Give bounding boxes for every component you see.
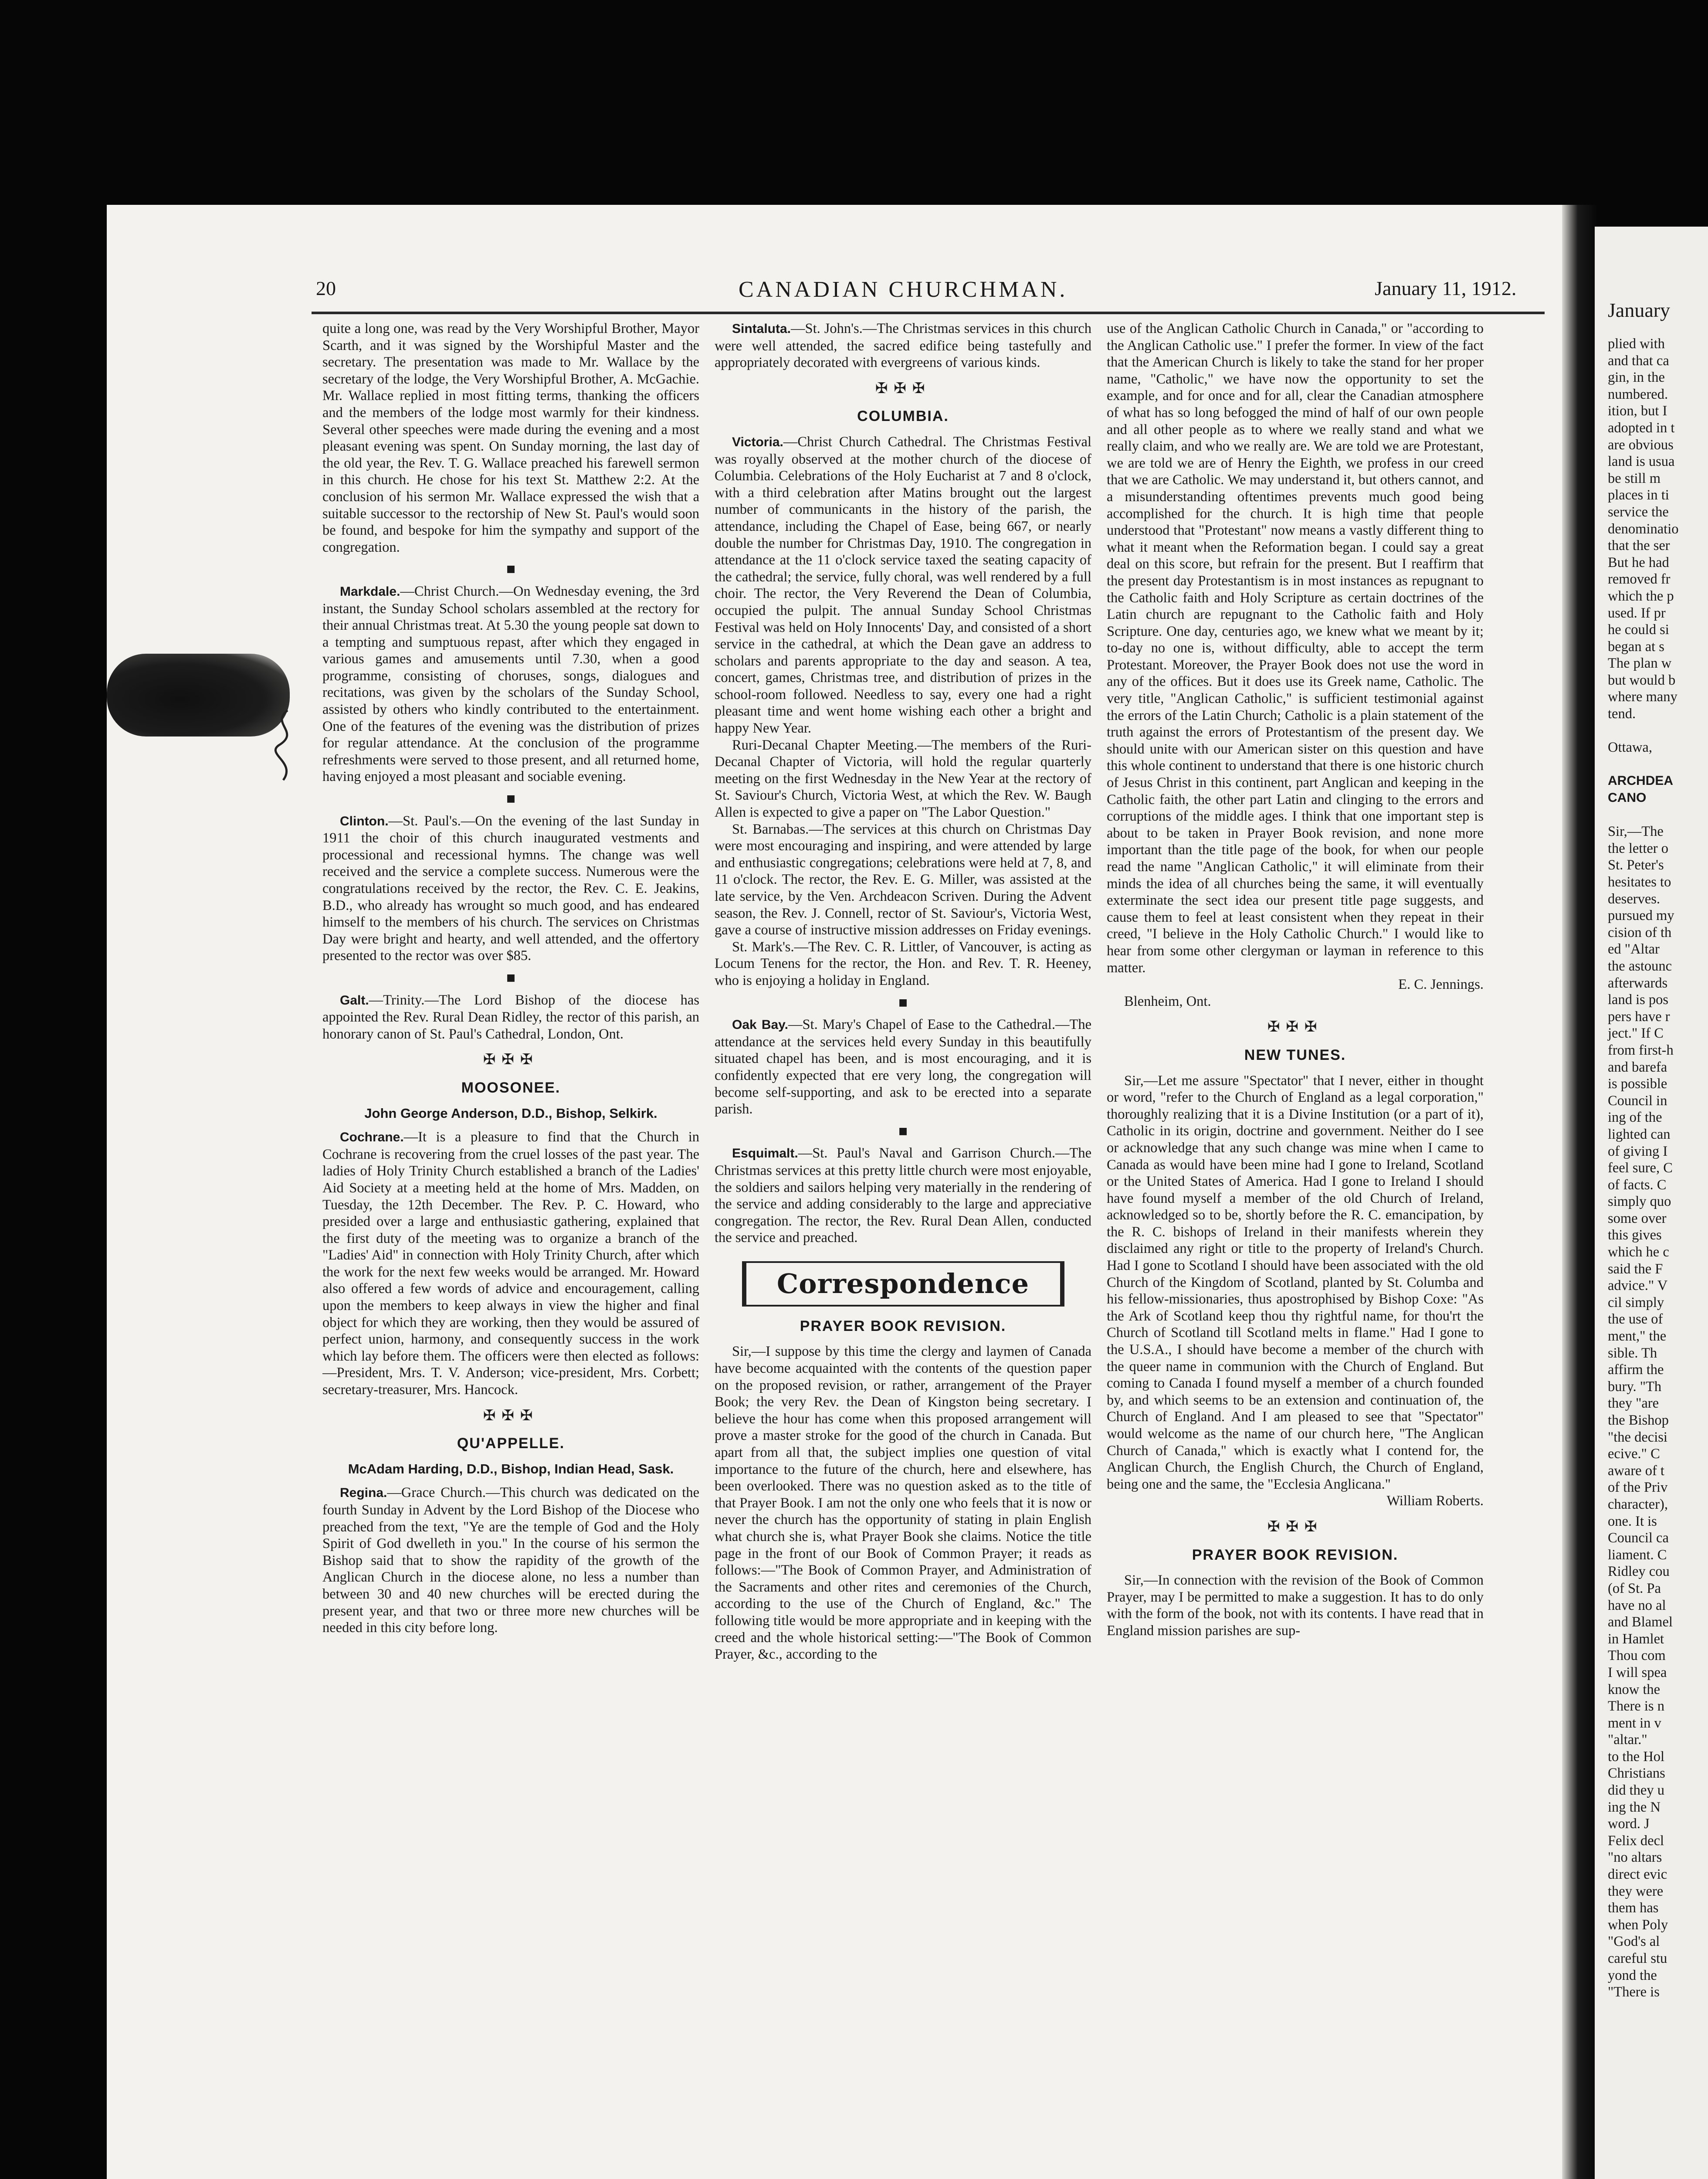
next-page-line: (of St. Pa [1608, 1580, 1661, 1596]
next-page-line: said the F [1608, 1261, 1663, 1277]
article-text: —Trinity.—The Lord Bishop of the diocese has appointed the Rev. Rural Dean Ridley, the rector of this parish, an honorary canon of St. Paul's Cathedral, London, Ont. [322, 992, 699, 1042]
place-name: Markdale. [340, 584, 400, 599]
correspondence-banner: Correspondence [742, 1261, 1064, 1307]
ornament-divider: ✠✠✠ [483, 1051, 539, 1069]
next-page-line: they were [1608, 1883, 1664, 1899]
next-page-line: Sir,—The [1608, 824, 1664, 840]
article-paragraph [715, 320, 1091, 371]
next-page-line: simply quo [1608, 1194, 1671, 1210]
next-page-line: this gives [1608, 1227, 1662, 1243]
article-paragraph [715, 434, 1091, 737]
next-page-line: have no al [1608, 1597, 1666, 1613]
next-page-line: direct evic [1608, 1867, 1667, 1883]
next-page-line: "no altars [1608, 1850, 1662, 1866]
newspaper-page [107, 205, 1576, 2179]
next-page-line: the Bishop [1608, 1412, 1669, 1428]
next-page-line: where many [1608, 689, 1678, 705]
place-name: Victoria. [732, 434, 783, 449]
next-page-line: "altar." [1608, 1732, 1647, 1748]
article-paragraph [715, 1016, 1091, 1118]
next-page-line: Felix decl [1608, 1833, 1664, 1849]
next-page-line: "God's al [1608, 1934, 1660, 1950]
letter-heading: NEW TUNES. [1244, 1046, 1346, 1063]
next-page-line: affirm the [1608, 1362, 1664, 1378]
next-page-line: removed fr [1608, 571, 1671, 587]
next-page-line: word. J [1608, 1816, 1650, 1832]
section-divider: ■ [506, 972, 515, 983]
next-page-line: and Blamel [1608, 1614, 1673, 1630]
next-page-line: bury. "Th [1608, 1378, 1662, 1395]
next-page-line: but would b [1608, 672, 1676, 688]
next-page-text [1608, 336, 1708, 2001]
ornament-divider: ✠✠✠ [1267, 1517, 1323, 1535]
page-number: 20 [316, 277, 336, 299]
next-page-line: the astounc [1608, 958, 1672, 974]
next-page-line: in Hamlet [1608, 1631, 1664, 1647]
letter-paragraph: use of the Anglican Catholic Church in Canada," or "according to the Anglican Catholic use." I prefer the former. In view of the fact that the American Church is likely to take the stand for her proper name, "Catholic," we have now the opportunity to set the example, and for once and for all, clear the Canadian atmosphere of what has so long befogged the mind of half of our own people and all other people as to where we really stand and what we really claim, and who we really are. We are told we are Protestant, we are told we are of Henry the Eighth, we profess in our creed that we are Catholic. We may understand it, but others cannot, and a misunderstanding oftentimes prevents much good being accomplished for the church. It is high time that people understood that "Protestant" now means a vastly different thing to what it meant when the Reformation began. I could say a great deal on this score, but refrain for the present. But I reaffirm that the present day Protestantism is in most instances as repugnant to the Catholic faith and Holy Scripture as certain doctrines of the Latin church are repugnant to the Catholic faith and Holy Scripture. One day, centuries ago, we knew what we meant by it; to-day no one is, without difficulty, able to accept the term Protestant. Moreover, the Prayer Book does not use the word in any of the offices. But it does use its Greek name, Catholic. The very title, "Anglican Catholic," is sufficient testimonial against the errors of the Latin Church; Catholic is a plain statement of the truth against the errors of Protestantism of the present day. We should unite with our American sister on this question and have this whole continent to understand that there is one historic church of Jesus Christ in this continent, part Anglican and keeping in the Catholic faith, the other part Latin and clinging to the errors and corruptions of the middle ages. I think that one important step is about to be taken in Prayer Book revision, and none more important than the title page of the book, for when our people read the name "Anglican Catholic," it will eliminate from their minds the idea of all churches being the same, it will eventually exterminate the sect idea our present title page suggests, and cause them to feel at least consistent when they repeat in their creed, "I believe in the Holy Catholic Church." I would like to hear from some other clergyman or layman in reference to this matter. [1107, 321, 1484, 976]
next-page-line: of facts. C [1608, 1177, 1667, 1193]
next-page-edge [1595, 227, 1708, 2179]
next-page-line: yond the [1608, 1967, 1657, 1983]
ornament-divider: ✠✠✠ [483, 1406, 539, 1424]
diocese-heading: QU'APPELLE. [457, 1435, 565, 1452]
next-page-line [1608, 807, 1708, 824]
section-divider: ■ [506, 563, 515, 575]
article-paragraph [322, 1129, 699, 1398]
next-page-line: "There is [1608, 1984, 1660, 2000]
article-text: —It is a pleasure to find that the Church in Cochrane is recovering from the cruel losses of the past year. The ladies of Holy Trinity Church established a branch of the Ladies' Aid Society at a meeting held at the home of Mrs. Madden, on Tuesday, the 12th December. The Rev. P. C. Howard, who presided over a large and enthusiastic gathering, explained that the first duty of the meeting was to organize a branch of the "Ladies' Aid" in connection with Holy Trinity Church, after which the work for the next few weeks would be arranged. Mr. Howard also offered a few words of advice and encouragement, calling upon the members to keep always in view the higher and final object for which they are working, then they would be assured of perfect union, harmony, and consequently success in the work which lay before them. The officers were then elected as follows:—President, Mrs. T. V. Anderson; vice-president, Mrs. Corbett; secretary-treasurer, Mrs. Hancock. [322, 1129, 699, 1398]
next-page-line: numbered. [1608, 386, 1668, 402]
place-name: Sintaluta. [732, 322, 791, 336]
next-page-line: be still m [1608, 470, 1661, 486]
article-paragraph: quite a long one, was read by the Very Worshipful Brother, Mayor Scarth, and it was signed by the Worshipful Master and the secretary. The presentation was made to Mr. Wallace by the secretary of the lodge, the Very Worshipful Brother, A. McGachie. Mr. Wallace replied in most fitting terms, thanking the officers and the members of the lodge most warmly for their kindness. Several other speeches were made during the evening and a most pleasant evening was spent. On Sunday morning, the last day of the old year, the Rev. T. G. Wallace preached his farewell sermon in this church. He chose for his text St. Matthew 2:2. At the conclusion of his sermon Mr. Wallace expressed the wish that a suitable successor to the rectorship of New St. Paul's would soon be found, and bespoke for him the sympathy and support of the congregation. [322, 321, 699, 555]
next-page-line [1608, 723, 1708, 740]
next-page-line: ment in v [1608, 1715, 1661, 1731]
next-page-line: Ridley cou [1608, 1564, 1670, 1580]
next-page-line: know the [1608, 1681, 1661, 1697]
ornament-divider: ✠✠✠ [875, 379, 931, 397]
article-paragraph: St. Barnabas.—The services at this church on Christmas Day were most encouraging and inspiring, and were attended by large and enthusiastic congregations; celebrations were held at 7, 8, and 11 o'clock. The rector, the Rev. E. G. Miller, was assisted at the late service, by the Ven. Archdeacon Scriven. During the Advent season, the Rev. J. Connell, rector of St. Saviour's, Victoria West, gave a course of instructive mission addresses on Friday evenings. [715, 821, 1091, 938]
next-page-date: January [1608, 299, 1671, 321]
diocese-heading: COLUMBIA. [857, 408, 949, 425]
next-page-line: one. It is [1608, 1513, 1657, 1529]
place-name: Regina. [340, 1486, 387, 1500]
diocese-heading: MOOSONEE. [461, 1079, 561, 1096]
column-3 [1107, 320, 1484, 2179]
place-name: Cochrane. [340, 1130, 404, 1145]
next-page-line: deserves. [1608, 891, 1661, 907]
pencil-mark-icon [261, 706, 309, 789]
next-page-line: did they u [1608, 1782, 1664, 1799]
column-1 [322, 320, 699, 2179]
next-page-line: Thou com [1608, 1648, 1666, 1664]
next-page-line: sible. Th [1608, 1345, 1657, 1361]
next-page-line: Ottawa, [1608, 740, 1652, 756]
letter-paragraph: Sir,—In connection with the revision of the Book of Common Prayer, may I be permitted to make a suggestion. It has to do only with the form of the book, not with its contents. I have read that in England mission parishes are sup- [1107, 1572, 1484, 1639]
next-page-line: ition, but I [1608, 403, 1667, 419]
next-page-line: feel sure, C [1608, 1160, 1673, 1176]
letter-heading: PRAYER BOOK REVISION. [800, 1317, 1006, 1334]
next-page-line: aware of t [1608, 1463, 1664, 1479]
next-page-line: Council ca [1608, 1530, 1669, 1546]
page-gutter-shadow [1562, 205, 1597, 2179]
next-page-line: of giving I [1608, 1143, 1668, 1159]
next-page-line: ing the N [1608, 1799, 1661, 1815]
next-page-line: I will spea [1608, 1664, 1667, 1680]
next-page-line: are obvious [1608, 437, 1674, 453]
masthead-title: CANADIAN CHURCHMAN. [739, 277, 1068, 302]
next-page-line: There is n [1608, 1698, 1664, 1714]
article-paragraph [322, 992, 699, 1043]
next-page-line: denominatio [1608, 521, 1679, 537]
next-page-line: began at s [1608, 638, 1664, 655]
next-page-line: the use of [1608, 1311, 1663, 1327]
article-paragraph [322, 1484, 699, 1636]
next-page-line [1608, 756, 1708, 773]
next-page-line: land is pos [1608, 992, 1669, 1008]
next-page-line: "the decisi [1608, 1429, 1667, 1445]
column-2 [715, 320, 1091, 2179]
next-page-line: character), [1608, 1496, 1668, 1512]
header-rule [312, 312, 1545, 314]
next-page-line: advice." V [1608, 1278, 1668, 1294]
next-page-line: Council in [1608, 1093, 1667, 1109]
next-page-line: St. Peter's [1608, 857, 1664, 873]
next-page-line: Christians [1608, 1765, 1665, 1782]
next-page-line: ing of the [1608, 1110, 1662, 1126]
next-page-line: plied with [1608, 336, 1665, 352]
letter-paragraph: Sir,—I suppose by this time the clergy and laymen of Canada have become acquainted with the contents of the question paper on the proposed revision, or rather, arrangement of the Prayer Book; the very Rev. the Dean of Kingston being secretary. I believe the hour has come when this proposed arrangement will prove a master stroke for the good of the church in Canada. But apart from all that, the subject implies one question of vital importance to the future of the church, here and elsewhere, has been overlooked. There was no question asked as to the title of that Prayer Book. I am not the only one who feels that it is now or never the church has the opportunity of stating in plain English what church she is, what Prayer Book she claims. Notice the title page in the front of our Book of Common Prayer; it reads as follows:—"The Book of Common Prayer, and Administration of the Sacraments and other rites and ceremonies of the Church, according to the use of the Church of England, &c." The following title would be more appropriate and in keeping with the creed and the whole historical setting:—"The Book of Common Prayer, &c., according to the [715, 1344, 1091, 1663]
next-page-line: pursued my [1608, 908, 1674, 924]
next-page-line: gin, in the [1608, 370, 1665, 386]
next-page-line: of the Priv [1608, 1480, 1668, 1496]
next-page-line: when Poly [1608, 1917, 1668, 1933]
next-page-line: the letter o [1608, 840, 1668, 856]
article-text: —Grace Church.—This church was dedicated on the fourth Sunday in Advent by the Lord Bishop of the Diocese who preached from the text, "Ye are the temple of God and the Holy Spirit of God dwelleth in you." In the course of his sermon the Bishop said that to show the rapidity of the growth of the Anglican Church in the diocese alone, no less a number than between 30 and 40 new churches will be erected during the present year, and that two or three more new churches will be needed in this city before long. [322, 1485, 699, 1636]
article-paragraph: Ruri-Decanal Chapter Meeting.—The members of the Ruri-Decanal Chapter of Victoria, will hold the regular quarterly meeting on the first Wednesday in the New Year at the rectory of St. Saviour's Church, Victoria West, at which the Rev. W. Baugh Allen is expected to give a paper on "The Labor Question." [715, 737, 1091, 821]
next-page-line: land is usua [1608, 454, 1675, 470]
next-page-line: lighted can [1608, 1126, 1671, 1142]
next-page-line: used. If pr [1608, 605, 1666, 621]
next-page-line: some over [1608, 1210, 1667, 1226]
next-page-line: to the Hol [1608, 1748, 1664, 1765]
next-page-line: places in ti [1608, 487, 1669, 503]
next-page-line: cil simply [1608, 1294, 1664, 1310]
article-paragraph [715, 1145, 1091, 1246]
letter-place: Blenheim, Ont. [1124, 993, 1211, 1009]
bishop-line: John George Anderson, D.D., Bishop, Selkirk. [364, 1105, 657, 1121]
place-name: Oak Bay. [732, 1018, 788, 1032]
article-text: —Christ Church.—On Wednesday evening, the 3rd instant, the Sunday School scholars assembled at the rectory for their annual Christmas treat. At 5.30 the young people sat down to a tempting and sumptuous repast, after which they engaged in various games and amusements until 7.30, when a good programme, consisting of choruses, songs, dialogues and recitations, was given by the scholars of the Sunday School, assisted by others who kindly contributed to the entertainment. One of the features of the evening was the distribution of prizes for regular attendance. At the conclusion of the programme refreshments were served to those present, and all returned home, having enjoyed a most pleasant and sociable evening. [322, 583, 699, 785]
next-page-line: which the p [1608, 588, 1674, 604]
next-page-line: hesitates to [1608, 874, 1671, 890]
next-page-line: they "are [1608, 1395, 1659, 1412]
letter-signature: William Roberts. [1386, 1493, 1484, 1509]
article-text: —St. Paul's.—On the evening of the last Sunday in 1911 the choir of this church inaugurated vestments and processional and recessional hymns. The change was well received and the service a complete success. Numerous were the congratulations received by the rector, the Rev. C. E. Jeakins, B.D., who already has wrought so much good, and has endeared himself to the members of his church. The services on Christmas Day were bright and hearty, and well attended, and the offertory presented to the rector was over $85. [322, 813, 699, 964]
next-page-line: he could si [1608, 622, 1669, 638]
next-page-line: CANO [1608, 791, 1647, 805]
next-page-line: liament. C [1608, 1547, 1667, 1563]
letter-paragraph: Sir,—Let me assure "Spectator" that I never, either in thought or word, "refer to the Church of England as a legal corporation," thoroughly realizing that it is a Divine Institution (or a part of it), Catholic in its origin, doctrine and government. Neither do I see or acknowledge that any such change was mine when I came to Canada as would have been mine had I gone to Ireland, Scotland or the United States of America. Had I gone to Ireland I should have found myself a member of the old Church of Ireland, acknowledged so to be, shortly before the R. C. emancipation, by the R. C. bishops of Ireland in their manifests wherein they disclaimed any right or title to the property of Ireland's Church. Had I gone to Scotland I should have been associated with the old Church of the Kingdom of Scotland, planted by St. Columba and his fellow-missionaries, thus apostrophised by Bishop Coxe: "As the Ark of Scotland keep thou thy rightful name, for thou'rt the Church of Scotland till Scotland melts in flame." Had I gone to the U.S.A., I should have become a member of the church with the queer name in communion with the Church of England. But coming to Canada I found myself a member of a church founded by, and which seems to be an extension and continuation of, the Church of England. And I am pleased to see that "Spectator" would welcome as the name of our church here, "The Anglican Church of Canada," which is exactly what I contend for, the Anglican Church, the English Church, the Church of England, being one and the same, the "Ecclesia Anglicana." [1107, 1073, 1484, 1492]
article-paragraph [322, 583, 699, 785]
article-text: —Christ Church Cathedral. The Christmas Festival was royally observed at the mother church of the diocese of Columbia. Celebrations of the Holy Eucharist at 7 and 8 o'clock, with a third celebration after Matins brought out the largest number of communicants in the history of the parish, the attendance, including the Chapel of Ease, being 667, or nearly double the number for Christmas Day, 1910. The congregation in attendance at the 11 o'clock service taxed the seating capacity of the cathedral; the service, fully choral, was well rendered by a full choir. The rector, the Very Reverend the Dean of Columbia, occupied the pulpit. The annual Sunday School Christmas Festival was held on Holy Innocents' Day, and consisted of a short service in the cathedral, at which the Dean gave an address to scholars and parents appropriate to the day and season. A tea, concert, games, Christmas tree, and distribution of prizes in the school-room followed. Needless to say, every one had a right pleasant time and went home wishing each other a bright and happy New Year. [715, 434, 1091, 737]
next-page-line: ment," the [1608, 1328, 1667, 1344]
next-page-line: But he had [1608, 554, 1669, 570]
next-page-line: The plan w [1608, 655, 1672, 672]
article-text: —St. John's.—The Christmas services in this church were well attended, the sacred edifice being tastefully and appropriately decorated with evergreens of various kinds. [715, 321, 1091, 371]
next-page-line: tend. [1608, 706, 1636, 722]
next-page-line: adopted in t [1608, 420, 1675, 436]
next-page-line: and barefa [1608, 1059, 1667, 1075]
article-paragraph: St. Mark's.—The Rev. C. R. Littler, of Vancouver, is acting as Locum Tenens for the rector, the Hon. and Rev. T. R. Heeney, who is enjoying a holiday in England. [715, 939, 1091, 988]
next-page-line: them has [1608, 1900, 1659, 1916]
next-page-line: that the ser [1608, 538, 1670, 554]
next-page-line: which he c [1608, 1244, 1669, 1260]
next-page-line: careful stu [1608, 1951, 1667, 1966]
next-page-line: and that ca [1608, 353, 1669, 369]
next-page-line: ed "Altar [1608, 941, 1660, 957]
section-divider: ■ [506, 793, 515, 804]
next-page-line: ject." If C [1608, 1025, 1664, 1042]
article-text: —St. Mary's Chapel of Ease to the Cathedral.—The attendance at the services held every Sunday in this beautifully situated chapel has been, and is most encouraging, and it is confidently expected that ere very long, the congregation will become self-supporting, and ask to be erected into a separate parish. [715, 1017, 1091, 1117]
section-divider: ■ [898, 997, 908, 1008]
article-paragraph [322, 813, 699, 964]
next-page-line: pers have r [1608, 1008, 1670, 1025]
next-page-line: from first-h [1608, 1042, 1674, 1058]
place-name: Galt. [340, 993, 369, 1008]
letter-heading: PRAYER BOOK REVISION. [1192, 1546, 1399, 1563]
place-name: Clinton. [340, 814, 389, 828]
next-page-line: ARCHDEA [1608, 774, 1673, 788]
next-page-line: is possible [1608, 1076, 1667, 1092]
section-divider: ■ [898, 1125, 908, 1137]
issue-date: January 11, 1912. [1375, 277, 1517, 299]
page-header [107, 277, 1576, 312]
next-page-line: ecive." C [1608, 1446, 1660, 1462]
article-text: —St. Paul's Naval and Garrison Church.—The Christmas services at this pretty little church were most enjoyable, the soldiers and sailors helping very materially in the rendering of the service and adding considerably to the large and appreciative congregation. The rector, the Rev. Rural Dean Allen, conducted the service and preached. [715, 1145, 1091, 1246]
next-page-line: cision of th [1608, 924, 1672, 940]
next-page-line: afterwards [1608, 975, 1668, 991]
place-name: Esquimalt. [732, 1146, 798, 1161]
next-page-line: service the [1608, 504, 1669, 520]
ornament-divider: ✠✠✠ [1267, 1018, 1323, 1036]
letter-signature: E. C. Jennings. [1398, 977, 1484, 993]
bishop-line: McAdam Harding, D.D., Bishop, Indian Head, Sask. [348, 1461, 674, 1476]
